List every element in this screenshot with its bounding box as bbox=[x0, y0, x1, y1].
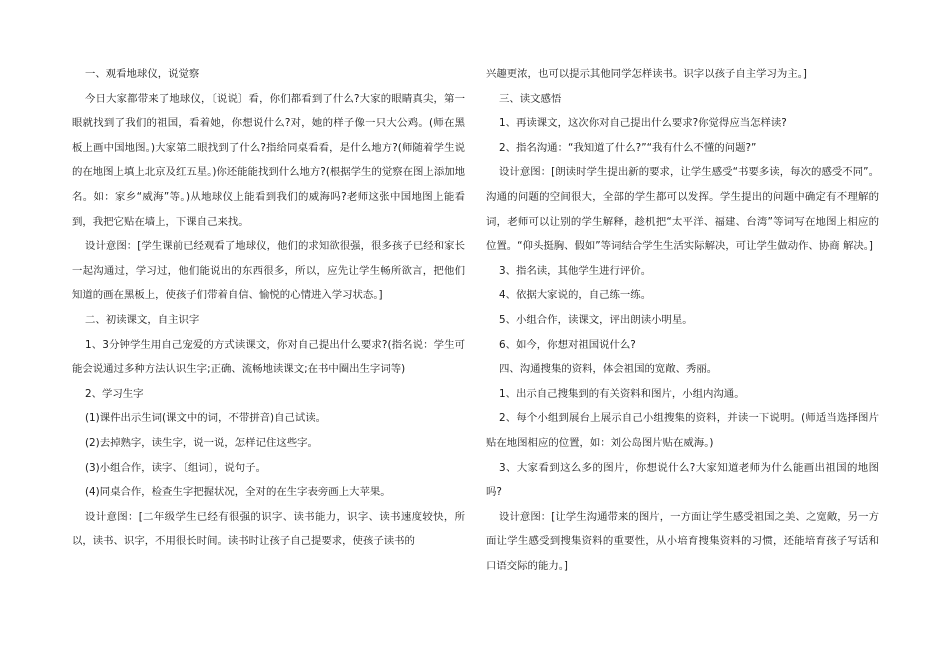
paragraph: 2、每个小组到展台上展示自己小组搜集的资料，并读一下说明。(师适当选择图片贴在地图相应的位置，如：刘公岛图片贴在威海。) bbox=[486, 412, 879, 449]
paragraph: (2)去掉熟字，读生字，说一说，怎样记住这些字。 bbox=[85, 436, 318, 449]
paragraph: 兴趣更浓，也可以提示其他同学怎样读书。识字以孩子自主学习为主。] bbox=[486, 68, 807, 80]
paragraph: 1、3分钟学生用自己宠爱的方式读课文，你对自己提出什么要求?(指名说：学生可能会说通过多种方法认识生字;正确、流畅地读课文;在书中圈出生字词等) bbox=[72, 338, 465, 376]
paragraph: 2、指名沟通：“我知道了什么?”“我有什么不懂的问题?” bbox=[499, 141, 757, 154]
paragraph: 二、初读课文，自主识字 bbox=[85, 313, 200, 326]
paragraph: 三、读文感悟 bbox=[499, 92, 562, 105]
paragraph: 设计意图：[朗读时学生提出新的要求，让学生感受“书要多读，每次的感受不同”。沟通的问题的空间很大，全部的学生都可以发挥。学生提出的问题中确定有不理解的词，老师可以让别的学生解释，趁机把“太平洋、福建、台湾”等词写在地图上相应的位置。“仰头挺胸、假如”等词结合学生生活实际解决，可让学生做动作、协商 解决。] bbox=[486, 166, 879, 253]
paragraph: 1、出示自己搜集到的有关资料和图片，小组内沟通。 bbox=[499, 387, 745, 400]
paragraph: 四、沟通搜集的资料，体会祖国的宽敞、秀丽。 bbox=[499, 363, 718, 376]
paragraph: 设计意图：[学生课前已经观看了地球仪，他们的求知欲很强，很多孩子已经和家长一起沟通过，学习过，他们能说出的东西很多，所以，应先让学生畅所欲言，把他们知道的画在黑板上，使孩子们带着自信、愉悦的心情进入学习状态。] bbox=[72, 240, 465, 302]
paragraph: 3、大家看到这么多的图片，你想说什么?大家知道老师为什么能画出祖国的地图吗? bbox=[486, 461, 879, 499]
paragraph: 设计意图：[二年级学生已经有很强的识字、读书能力，识字、读书速度较快，所以，读书、识字，不用很长时间。读书时让孩子自己提要求，使孩子读书的 bbox=[72, 510, 465, 548]
paragraph: 设计意图：[让学生沟通带来的图片，一方面让学生感受祖国之美、之宽敞，另一方面让学生感受到搜集资料的重要性，从小培育搜集资料的习惯，还能培育孩子写话和口语交际的能力。] bbox=[486, 510, 879, 572]
paragraph: 2、学习生字 bbox=[85, 387, 144, 400]
paragraph: 5、小组合作，读课文，评出朗读小明星。 bbox=[499, 313, 693, 326]
paragraph: (3)小组合作，读字、〔组词〕，说句子。 bbox=[85, 461, 266, 474]
paragraph: 4、依据大家说的，自己练一练。 bbox=[499, 289, 652, 302]
paragraph: 3、指名读，其他学生进行评价。 bbox=[499, 264, 652, 277]
paragraph: 今日大家都带来了地球仪，〔说说〕看，你们都看到了什么?大家的眼睛真尖，第一眼就找到了我们的祖国，看着她，你想说什么?对，她的样子像一只大公鸡。(师在黑板上画中国地图。)大家第二眼找到了什么?指给同桌看看，是什么地方?(师随着学生说的在地图上填上北京及红五星。)你还能能找到什么地方?(根据学生的觉察在图上添加地名。如：家乡“威海”等。)从地球仪上能看到我们的威海吗?老师这张中国地图上能看到，我把它贴在墙上，下课自己来找。 bbox=[72, 92, 465, 228]
paragraph: 一、观看地球仪，说觉察 bbox=[85, 68, 200, 80]
paragraph: (1)课件出示生词(课文中的词，不带拼音)自己试读。 bbox=[85, 412, 327, 425]
right-column bbox=[486, 62, 879, 578]
paragraph: 1、再读课文，这次你对自己提出什么要求?你觉得应当怎样读? bbox=[499, 117, 787, 130]
left-column bbox=[72, 62, 465, 554]
paragraph: 6、如今，你想对祖国说什么? bbox=[499, 338, 636, 351]
paragraph: (4)同桌合作，检查生字把握状况，全对的在生字表旁画上大苹果。 bbox=[85, 486, 391, 499]
